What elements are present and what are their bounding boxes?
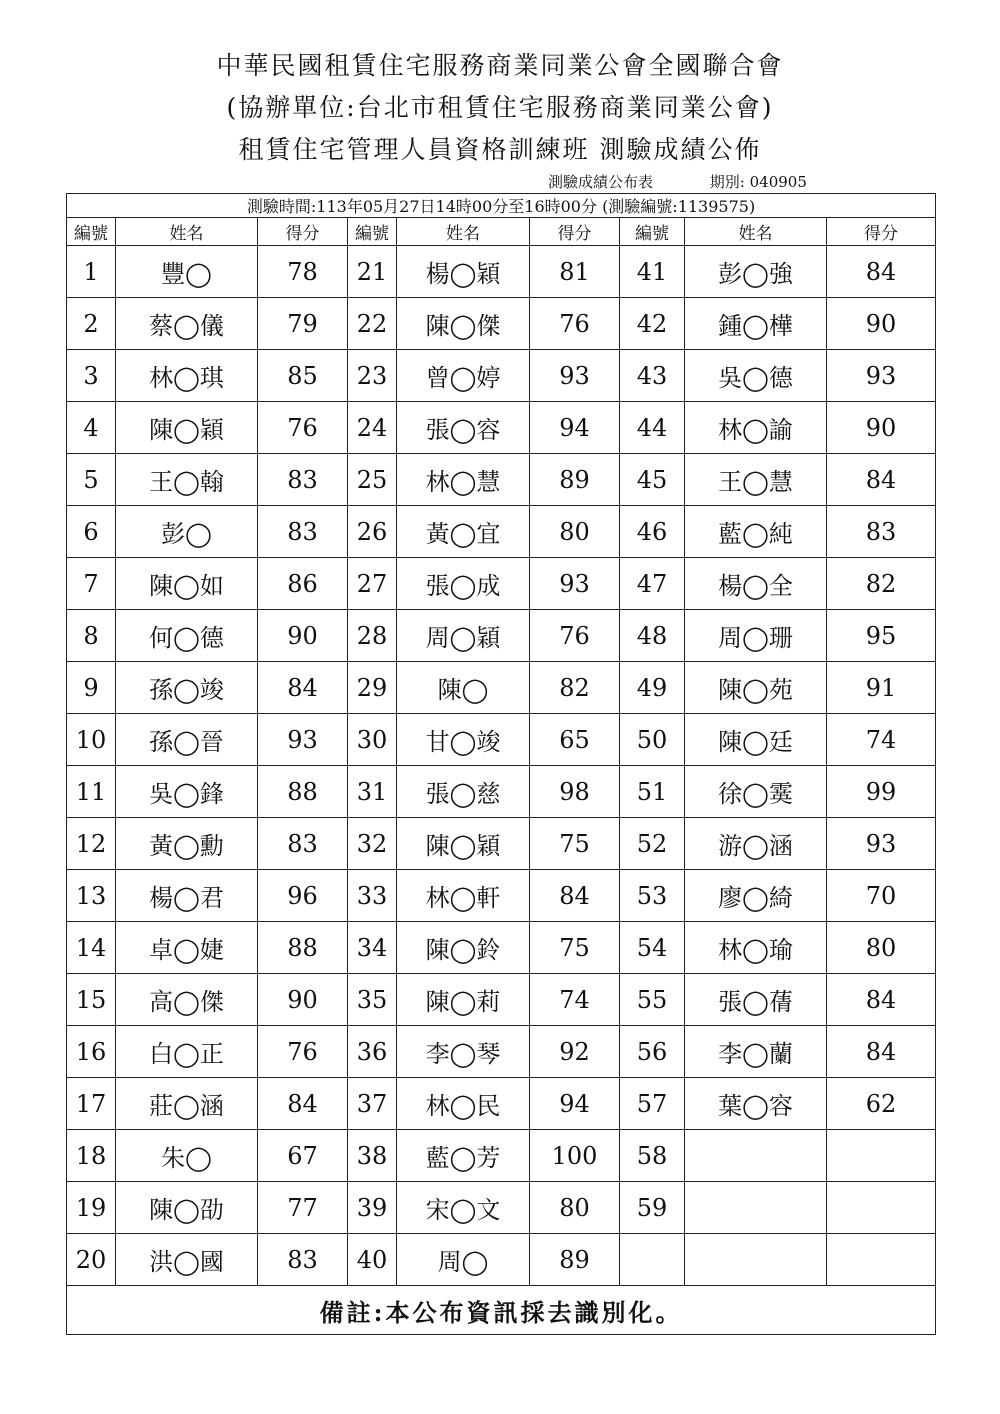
publication-info [548, 171, 807, 192]
cell-name: 周◯珊 [685, 610, 827, 662]
cell-name: 豐◯ [116, 246, 258, 298]
cell-name: 楊◯穎 [397, 246, 530, 298]
cell-score: 76 [258, 1026, 348, 1078]
cell-score: 94 [530, 402, 620, 454]
cell-score: 100 [530, 1130, 620, 1182]
cell-number: 29 [348, 662, 397, 714]
score-table [66, 193, 936, 1335]
column-header: 姓名 [685, 218, 827, 246]
cell-score: 85 [258, 350, 348, 402]
cell-score: 70 [827, 870, 936, 922]
table-row [67, 350, 936, 402]
cell-score: 86 [258, 558, 348, 610]
cell-number: 15 [67, 974, 116, 1026]
cell-number: 23 [348, 350, 397, 402]
cell-number: 18 [67, 1130, 116, 1182]
cell-number: 52 [620, 818, 685, 870]
cell-score: 84 [258, 662, 348, 714]
cell-name: 洪◯國 [116, 1234, 258, 1286]
cell-score [827, 1234, 936, 1286]
table-row [67, 558, 936, 610]
cell-name: 孫◯竣 [116, 662, 258, 714]
cell-score: 93 [258, 714, 348, 766]
column-header: 得分 [530, 218, 620, 246]
cell-name: 宋◯文 [397, 1182, 530, 1234]
cell-score [827, 1130, 936, 1182]
table-row [67, 1078, 936, 1130]
cell-number: 21 [348, 246, 397, 298]
cell-number: 1 [67, 246, 116, 298]
cell-name: 林◯民 [397, 1078, 530, 1130]
cell-score: 83 [258, 818, 348, 870]
publication-label: 測驗成績公布表 [548, 173, 654, 191]
cell-name: 周◯ [397, 1234, 530, 1286]
cell-number: 40 [348, 1234, 397, 1286]
cell-number: 28 [348, 610, 397, 662]
cell-score: 80 [827, 922, 936, 974]
cell-name: 張◯慈 [397, 766, 530, 818]
cell-number: 25 [348, 454, 397, 506]
cell-score: 84 [258, 1078, 348, 1130]
cell-score: 65 [530, 714, 620, 766]
column-header: 姓名 [397, 218, 530, 246]
cell-score: 83 [258, 506, 348, 558]
cell-number: 22 [348, 298, 397, 350]
cell-name: 李◯琴 [397, 1026, 530, 1078]
cell-name: 游◯涵 [685, 818, 827, 870]
cell-name: 林◯軒 [397, 870, 530, 922]
cell-number: 58 [620, 1130, 685, 1182]
table-row [67, 974, 936, 1026]
cell-number: 44 [620, 402, 685, 454]
cell-name [685, 1182, 827, 1234]
cell-name: 藍◯芳 [397, 1130, 530, 1182]
cell-name: 曾◯婷 [397, 350, 530, 402]
cell-name: 陳◯鈴 [397, 922, 530, 974]
cell-name: 白◯正 [116, 1026, 258, 1078]
cell-name: 陳◯ [397, 662, 530, 714]
cell-number: 53 [620, 870, 685, 922]
cell-number: 27 [348, 558, 397, 610]
cell-score: 79 [258, 298, 348, 350]
cell-score: 80 [530, 506, 620, 558]
cell-score: 95 [827, 610, 936, 662]
cell-number: 17 [67, 1078, 116, 1130]
cell-number: 13 [67, 870, 116, 922]
cell-number: 16 [67, 1026, 116, 1078]
column-header: 編號 [67, 218, 116, 246]
column-header: 姓名 [116, 218, 258, 246]
cell-score: 88 [258, 766, 348, 818]
table-row [67, 714, 936, 766]
table-row [67, 766, 936, 818]
cell-number: 31 [348, 766, 397, 818]
cell-score: 90 [258, 610, 348, 662]
table-row [67, 870, 936, 922]
cell-number: 20 [67, 1234, 116, 1286]
cell-name: 周◯穎 [397, 610, 530, 662]
cell-score: 93 [530, 350, 620, 402]
table-row [67, 1026, 936, 1078]
cell-number: 55 [620, 974, 685, 1026]
table-row [67, 402, 936, 454]
cell-score: 88 [258, 922, 348, 974]
cell-name: 莊◯涵 [116, 1078, 258, 1130]
cell-score: 90 [827, 298, 936, 350]
cell-score: 81 [530, 246, 620, 298]
cell-name: 林◯琪 [116, 350, 258, 402]
cell-number: 10 [67, 714, 116, 766]
cell-number: 36 [348, 1026, 397, 1078]
cell-score: 80 [530, 1182, 620, 1234]
cell-number: 47 [620, 558, 685, 610]
cell-score: 77 [258, 1182, 348, 1234]
cell-score: 83 [258, 454, 348, 506]
cell-score: 99 [827, 766, 936, 818]
cell-name: 陳◯廷 [685, 714, 827, 766]
column-header: 編號 [348, 218, 397, 246]
cell-score: 89 [530, 454, 620, 506]
cell-score: 76 [530, 298, 620, 350]
cell-score: 76 [258, 402, 348, 454]
cell-name: 吳◯德 [685, 350, 827, 402]
cell-number: 42 [620, 298, 685, 350]
cell-name: 徐◯霙 [685, 766, 827, 818]
issue-label: 期別: 040905 [709, 173, 807, 191]
cell-score: 91 [827, 662, 936, 714]
cell-number: 19 [67, 1182, 116, 1234]
cell-number: 6 [67, 506, 116, 558]
cell-score: 92 [530, 1026, 620, 1078]
cell-number: 5 [67, 454, 116, 506]
cell-number: 56 [620, 1026, 685, 1078]
cell-name: 鍾◯樺 [685, 298, 827, 350]
column-header: 編號 [620, 218, 685, 246]
cell-number: 57 [620, 1078, 685, 1130]
cell-name: 王◯翰 [116, 454, 258, 506]
cell-score: 94 [530, 1078, 620, 1130]
cell-name: 張◯蒨 [685, 974, 827, 1026]
cell-number: 7 [67, 558, 116, 610]
cell-number: 3 [67, 350, 116, 402]
cell-name: 陳◯苑 [685, 662, 827, 714]
cell-number: 59 [620, 1182, 685, 1234]
cell-number: 24 [348, 402, 397, 454]
table-row [67, 506, 936, 558]
cell-number [620, 1234, 685, 1286]
cell-score: 93 [530, 558, 620, 610]
cell-number: 35 [348, 974, 397, 1026]
cell-name: 蔡◯儀 [116, 298, 258, 350]
cell-number: 33 [348, 870, 397, 922]
cell-name: 藍◯純 [685, 506, 827, 558]
cell-name: 陳◯劭 [116, 1182, 258, 1234]
table-row [67, 1182, 936, 1234]
cell-number: 9 [67, 662, 116, 714]
cell-number: 46 [620, 506, 685, 558]
cell-name: 甘◯竣 [397, 714, 530, 766]
cell-number: 8 [67, 610, 116, 662]
cell-number: 4 [67, 402, 116, 454]
cell-name: 黃◯宜 [397, 506, 530, 558]
table-row [67, 922, 936, 974]
cell-number: 11 [67, 766, 116, 818]
cell-name: 朱◯ [116, 1130, 258, 1182]
cell-score: 93 [827, 350, 936, 402]
cell-number: 54 [620, 922, 685, 974]
cell-name: 李◯蘭 [685, 1026, 827, 1078]
cell-score: 83 [258, 1234, 348, 1286]
cell-name: 陳◯莉 [397, 974, 530, 1026]
cell-name: 彭◯強 [685, 246, 827, 298]
cell-name: 林◯諭 [685, 402, 827, 454]
cell-name: 王◯慧 [685, 454, 827, 506]
table-row [67, 454, 936, 506]
cell-name: 彭◯ [116, 506, 258, 558]
cell-name [685, 1234, 827, 1286]
table-row [67, 610, 936, 662]
cell-number: 49 [620, 662, 685, 714]
cell-score: 90 [258, 974, 348, 1026]
exam-time-info: 測驗時間:113年05月27日14時00分至16時00分 (測驗編號:1139575) [67, 194, 936, 218]
cell-name: 張◯成 [397, 558, 530, 610]
cell-name: 陳◯穎 [397, 818, 530, 870]
cell-name: 陳◯穎 [116, 402, 258, 454]
cell-score: 82 [827, 558, 936, 610]
cell-number: 12 [67, 818, 116, 870]
cell-score: 84 [827, 1026, 936, 1078]
cell-number: 38 [348, 1130, 397, 1182]
cell-number: 26 [348, 506, 397, 558]
document-title: 中華民國租賃住宅服務商業同業公會全國聯合會 [216, 51, 784, 80]
cell-score: 89 [530, 1234, 620, 1286]
cell-name: 楊◯君 [116, 870, 258, 922]
cell-name: 楊◯全 [685, 558, 827, 610]
cell-number: 2 [67, 298, 116, 350]
cell-number: 34 [348, 922, 397, 974]
header-row [67, 218, 936, 246]
cell-score: 98 [530, 766, 620, 818]
table-row [67, 662, 936, 714]
table-row [67, 1130, 936, 1182]
course-title: 租賃住宅管理人員資格訓練班 測驗成績公佈 [238, 135, 762, 164]
column-header: 得分 [827, 218, 936, 246]
cell-score: 84 [827, 974, 936, 1026]
cell-score: 84 [827, 246, 936, 298]
cell-name: 張◯容 [397, 402, 530, 454]
cell-name: 陳◯傑 [397, 298, 530, 350]
cell-score: 67 [258, 1130, 348, 1182]
cell-score: 93 [827, 818, 936, 870]
cell-number: 32 [348, 818, 397, 870]
cell-number: 45 [620, 454, 685, 506]
cell-number: 43 [620, 350, 685, 402]
cell-score: 82 [530, 662, 620, 714]
table-row [67, 246, 936, 298]
cell-name: 葉◯容 [685, 1078, 827, 1130]
table-row [67, 298, 936, 350]
table-row [67, 818, 936, 870]
cell-score: 84 [827, 454, 936, 506]
cell-name: 高◯傑 [116, 974, 258, 1026]
cell-score: 96 [258, 870, 348, 922]
cell-name: 孫◯晉 [116, 714, 258, 766]
cell-name: 陳◯如 [116, 558, 258, 610]
cell-number: 39 [348, 1182, 397, 1234]
cell-name: 何◯德 [116, 610, 258, 662]
cell-number: 50 [620, 714, 685, 766]
cell-name: 林◯慧 [397, 454, 530, 506]
cell-score: 84 [530, 870, 620, 922]
cell-number: 30 [348, 714, 397, 766]
cell-name: 廖◯綺 [685, 870, 827, 922]
cell-number: 51 [620, 766, 685, 818]
cell-score: 74 [827, 714, 936, 766]
cell-name: 吳◯鋒 [116, 766, 258, 818]
cell-number: 14 [67, 922, 116, 974]
cell-name: 卓◯婕 [116, 922, 258, 974]
cell-score: 78 [258, 246, 348, 298]
cell-score [827, 1182, 936, 1234]
cell-score: 74 [530, 974, 620, 1026]
cell-score: 90 [827, 402, 936, 454]
cell-number: 41 [620, 246, 685, 298]
cell-score: 83 [827, 506, 936, 558]
cell-name [685, 1130, 827, 1182]
co-organizer-subtitle: (協辦單位:台北市租賃住宅服務商業同業公會) [226, 93, 774, 122]
cell-number: 37 [348, 1078, 397, 1130]
cell-score: 75 [530, 818, 620, 870]
cell-score: 62 [827, 1078, 936, 1130]
column-header: 得分 [258, 218, 348, 246]
remark-note: 備註:本公布資訊採去識別化。 [67, 1286, 936, 1335]
cell-number: 48 [620, 610, 685, 662]
table-row [67, 1234, 936, 1286]
cell-score: 75 [530, 922, 620, 974]
cell-name: 林◯瑜 [685, 922, 827, 974]
cell-name: 黃◯勳 [116, 818, 258, 870]
cell-score: 76 [530, 610, 620, 662]
